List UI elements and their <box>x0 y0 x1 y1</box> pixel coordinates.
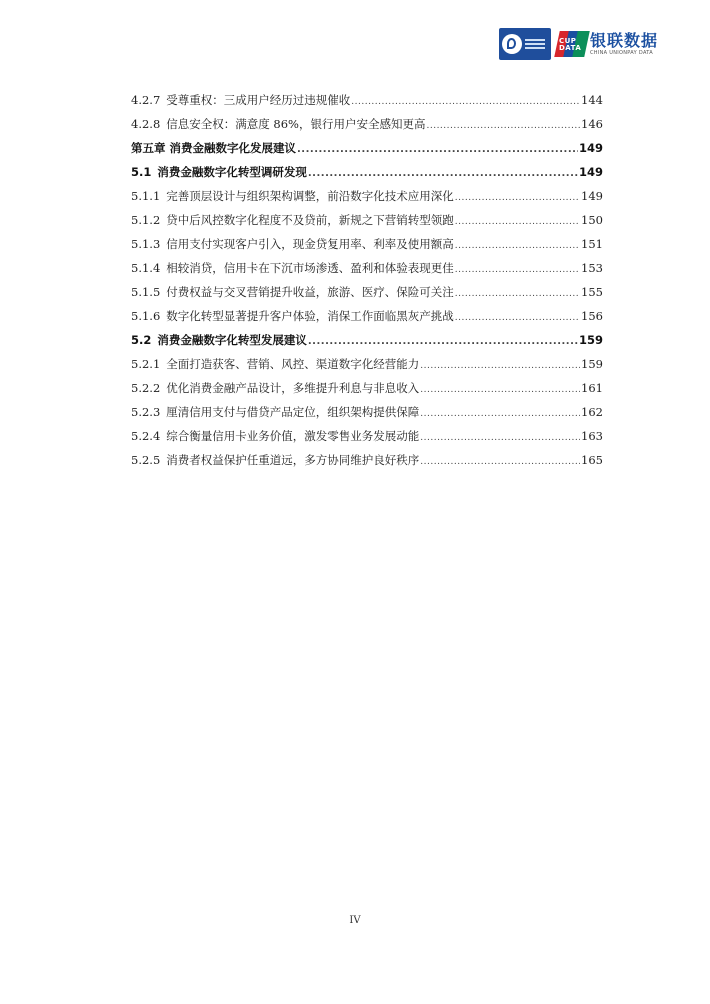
toc-entry-number: 5.1 <box>131 165 152 179</box>
toc-entry-number: 4.2.8 <box>131 117 161 131</box>
toc-entry-page: 149 <box>578 141 603 155</box>
toc-entry-page: 151 <box>581 237 603 251</box>
toc-entry[interactable] <box>131 184 603 208</box>
toc-entry-number: 5.1.6 <box>131 309 161 323</box>
toc-entry[interactable] <box>131 160 603 184</box>
toc-leader-dots <box>420 378 580 402</box>
toc-entry-title: 综合衡量信用卡业务价值，激发零售业务发展动能 <box>166 429 420 443</box>
toc-entry-page: 153 <box>581 261 603 275</box>
toc-entry[interactable] <box>131 400 603 424</box>
toc-entry-title: 全面打造获客、营销、风控、渠道数字化经营能力 <box>166 357 420 371</box>
cup-data-icon: CUP DATA <box>557 29 587 59</box>
toc-entry-number: 5.2.1 <box>131 357 161 371</box>
toc-entry-page: 146 <box>581 117 603 131</box>
toc-entry-number: 5.2.3 <box>131 405 161 419</box>
toc-entry-number: 5.1.5 <box>131 285 161 299</box>
toc-entry-page: 159 <box>581 357 603 371</box>
toc-leader-dots <box>455 186 580 210</box>
toc-entry[interactable] <box>131 424 603 448</box>
toc-entry-number: 第五章 <box>131 141 166 155</box>
toc-entry[interactable] <box>131 304 603 328</box>
toc-leader-dots <box>420 426 580 450</box>
toc-entry-number: 5.2 <box>131 333 152 347</box>
toc-entry-page: 161 <box>581 381 603 395</box>
toc-entry-title: 消费金融数字化转型发展建议 <box>157 333 307 347</box>
toc-entry-page: 149 <box>578 165 603 179</box>
toc-entry-page: 155 <box>581 285 603 299</box>
toc-entry[interactable] <box>131 376 603 400</box>
toc-leader-dots <box>297 138 578 162</box>
toc-entry-number: 5.1.2 <box>131 213 161 227</box>
toc-entry-title: 信息安全权：满意度 86%，银行用户安全感知更高 <box>166 117 426 131</box>
toc-entry[interactable] <box>131 112 603 136</box>
toc-entry[interactable] <box>131 280 603 304</box>
toc-entry-page: 165 <box>581 453 603 467</box>
brand-name: 银联数据 <box>589 31 658 50</box>
toc-leader-dots <box>420 354 580 378</box>
toc-entry-title: 受尊重权：三成用户经历过违规催收 <box>166 93 351 107</box>
toc-entry-number: 5.1.3 <box>131 237 161 251</box>
unionpay-data-logo <box>557 29 658 59</box>
toc-entry-page: 163 <box>581 429 603 443</box>
toc-entry-number: 5.1.1 <box>131 189 161 203</box>
toc-entry[interactable] <box>131 328 603 352</box>
toc-entry[interactable] <box>131 208 603 232</box>
table-of-contents <box>131 88 603 472</box>
page-number: IV <box>349 915 361 926</box>
toc-leader-dots <box>426 114 580 138</box>
toc-entry-title: 完善顶层设计与组织架构调整，前沿数字化技术应用深化 <box>166 189 454 203</box>
toc-entry-page: 149 <box>581 189 603 203</box>
brand-subtitle: CHINA UNIONPAY DATA <box>589 50 653 56</box>
toc-entry-page: 144 <box>581 93 603 107</box>
fintech-alliance-logo <box>499 28 551 60</box>
toc-entry-number: 5.2.4 <box>131 429 161 443</box>
toc-entry[interactable] <box>131 448 603 472</box>
toc-entry-page: 162 <box>581 405 603 419</box>
toc-entry[interactable] <box>131 256 603 280</box>
toc-entry-title: 厘清信用支付与借贷产品定位，组织架构提供保障 <box>166 405 420 419</box>
toc-leader-dots <box>455 234 580 258</box>
toc-leader-dots <box>308 330 578 354</box>
page-header <box>499 28 658 60</box>
alliance-mark-icon <box>502 34 522 54</box>
toc-entry[interactable] <box>131 136 603 160</box>
toc-entry-title: 数字化转型显著提升客户体验，消保工作面临黑灰产挑战 <box>166 309 454 323</box>
toc-entry-title: 贷中后风控数字化程度不及贷前，新规之下营销转型领跑 <box>166 213 454 227</box>
toc-entry[interactable] <box>131 232 603 256</box>
toc-leader-dots <box>420 402 580 426</box>
toc-entry-title: 付费权益与交叉营销提升收益，旅游、医疗、保险可关注 <box>166 285 454 299</box>
toc-entry-number: 5.2.5 <box>131 453 161 467</box>
toc-entry-page: 159 <box>578 333 603 347</box>
toc-entry[interactable] <box>131 88 603 112</box>
toc-entry-title: 消费金融数字化发展建议 <box>169 141 296 155</box>
toc-leader-dots <box>455 282 580 306</box>
toc-entry-number: 4.2.7 <box>131 93 161 107</box>
toc-entry[interactable] <box>131 352 603 376</box>
toc-leader-dots <box>351 90 580 114</box>
toc-leader-dots <box>455 258 580 282</box>
toc-entry-title: 优化消费金融产品设计，多维提升利息与非息收入 <box>166 381 420 395</box>
toc-entry-title: 消费金融数字化转型调研发现 <box>157 165 307 179</box>
toc-leader-dots <box>455 306 580 330</box>
toc-leader-dots <box>420 450 580 474</box>
toc-entry-title: 信用支付实现客户引入，现金贷复用率、利率及使用额高 <box>166 237 454 251</box>
toc-entry-page: 156 <box>581 309 603 323</box>
toc-entry-page: 150 <box>581 213 603 227</box>
toc-entry-number: 5.1.4 <box>131 261 161 275</box>
toc-entry-title: 消费者权益保护任重道远，多方协同维护良好秩序 <box>166 453 420 467</box>
toc-leader-dots <box>455 210 580 234</box>
toc-entry-title: 相较消贷，信用卡在下沉市场渗透、盈利和体验表现更佳 <box>166 261 454 275</box>
toc-entry-number: 5.2.2 <box>131 381 161 395</box>
toc-leader-dots <box>308 162 578 186</box>
